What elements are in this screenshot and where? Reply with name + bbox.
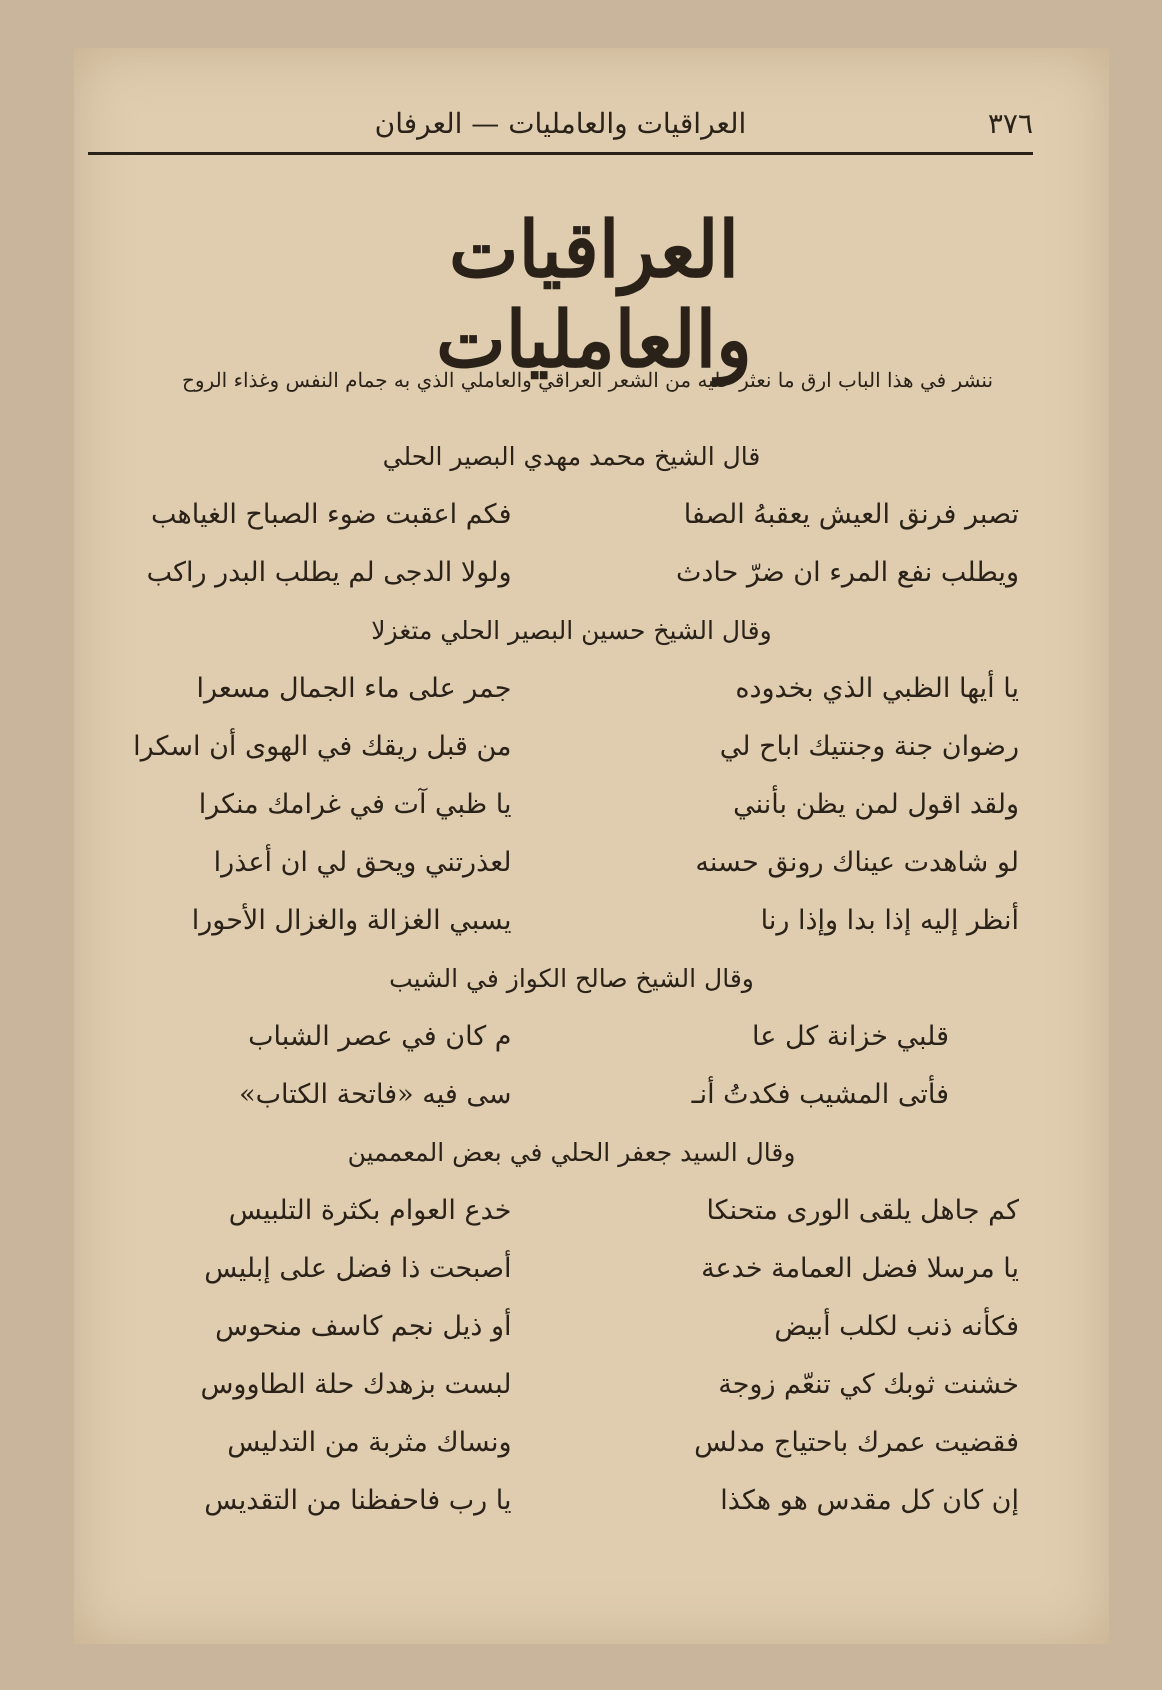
verse-second-hemistich: لبست بزهدك حلة الطاووس	[200, 1369, 512, 1400]
poem-attribution: وقال السيد جعفر الحلي في بعض المعممين	[347, 1138, 796, 1167]
verse-second-hemistich: من قبل ريقك في الهوى أن اسكرا	[133, 731, 512, 762]
verse-line	[114, 1240, 1029, 1298]
verse-line	[114, 1472, 1029, 1530]
section-title: العراقيات والعامليات	[436, 205, 752, 386]
verse-first-hemistich: ولقد اقول لمن يظن بأنني	[733, 789, 1019, 820]
verse-second-hemistich: أصبحت ذا فضل على إبليس	[204, 1253, 512, 1284]
poem-attribution: وقال الشيخ صالح الكواز في الشيب	[389, 964, 754, 993]
poem-attribution: وقال الشيخ حسين البصير الحلي متغزلا	[371, 616, 772, 645]
verse-first-hemistich: خشنت ثوبك كي تنعّم زوجة	[718, 1369, 1019, 1400]
verse-line	[114, 1066, 1029, 1124]
verse-line	[114, 544, 1029, 602]
verse-second-hemistich: ونساك مثربة من التدليس	[227, 1427, 512, 1458]
verse-first-hemistich: يا مرسلا فضل العمامة خدعة	[701, 1253, 1019, 1284]
verse-line	[114, 718, 1029, 776]
verse-first-hemistich: إن كان كل مقدس هو هكذا	[720, 1485, 1019, 1516]
poems-container	[114, 428, 1029, 1530]
verse-line	[114, 1298, 1029, 1356]
verse-second-hemistich: جمر على ماء الجمال مسعرا	[196, 673, 512, 704]
verse-line	[114, 1182, 1029, 1240]
verse-second-hemistich: سى فيه «فاتحة الكتاب»	[239, 1079, 512, 1110]
poem-attribution: قال الشيخ محمد مهدي البصير الحلي	[382, 442, 761, 471]
verse-first-hemistich: فكأنه ذنب لكلب أبيض	[774, 1311, 1019, 1342]
verse-line	[114, 660, 1029, 718]
verse-first-hemistich: يا أيها الظبي الذي بخدوده	[735, 673, 1019, 704]
verse-line	[114, 1414, 1029, 1472]
verse-second-hemistich: فكم اعقبت ضوء الصباح الغياهب	[151, 499, 512, 530]
verse-second-hemistich: م كان في عصر الشباب	[248, 1021, 512, 1052]
verse-second-hemistich: ولولا الدجى لم يطلب البدر راكب	[146, 557, 512, 588]
verse-line	[114, 834, 1029, 892]
verse-second-hemistich: يسبي الغزالة والغزال الأحورا	[191, 905, 512, 936]
document-page	[74, 48, 1109, 1644]
verse-line	[114, 1008, 1029, 1066]
verse-second-hemistich: أو ذيل نجم كاسف منحوس	[215, 1311, 512, 1342]
verse-second-hemistich: يا ظبي آت في غرامك منكرا	[198, 789, 512, 820]
verse-line	[114, 1356, 1029, 1414]
verse-first-hemistich: فأتى المشيب فكدتُ أنـ	[691, 1079, 949, 1110]
intro-text: ننشر في هذا الباب ارق ما نعثر عليه من الشعر العراقي والعاملي الذي به جمام النفس وغذاء الروح	[181, 368, 994, 392]
verse-first-hemistich: ويطلب نفع المرء ان ضرّ حادث	[675, 557, 1019, 588]
verse-first-hemistich: رضوان جنة وجنتيك اباح لي	[719, 731, 1019, 762]
header-rule	[88, 152, 1033, 155]
verse-first-hemistich: أنظر إليه إذا بدا وإذا رنا	[760, 905, 1019, 936]
verse-first-hemistich: فقضيت عمرك باحتياج مدلس	[694, 1427, 1019, 1458]
verse-first-hemistich: كم جاهل يلقى الورى متحنكا	[706, 1195, 1019, 1226]
verse-first-hemistich: قلبي خزانة كل عا	[752, 1021, 949, 1052]
verse-line	[114, 776, 1029, 834]
running-title: العراقيات والعامليات — العرفان	[374, 106, 747, 140]
page-number: ٣٧٦	[987, 106, 1033, 140]
page-header	[88, 98, 1033, 148]
verse-second-hemistich: يا رب فاحفظنا من التقديس	[204, 1485, 512, 1516]
verse-line	[114, 892, 1029, 950]
verse-first-hemistich: تصبر فرنق العيش يعقبهُ الصفا	[683, 499, 1019, 530]
verse-line	[114, 486, 1029, 544]
verse-first-hemistich: لو شاهدت عيناك رونق حسنه	[695, 847, 1019, 878]
verse-second-hemistich: لعذرتني ويحق لي ان أعذرا	[213, 847, 512, 878]
verse-second-hemistich: خدع العوام بكثرة التلبيس	[228, 1195, 512, 1226]
